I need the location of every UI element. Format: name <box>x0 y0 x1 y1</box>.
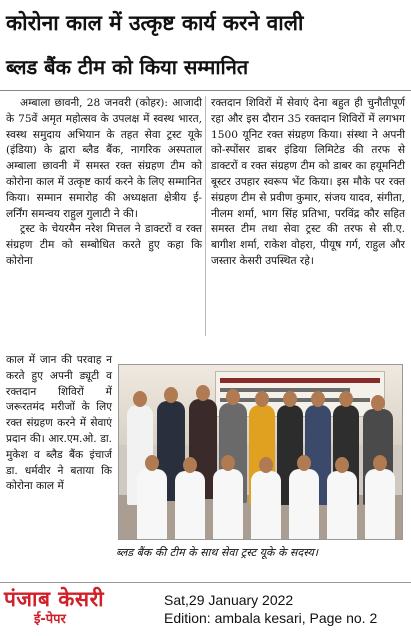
photo-person <box>365 469 395 540</box>
article-column-left <box>6 96 202 270</box>
article-paragraph-continued: काल में जान की परवाह न करते हुए अपनी ड्यूटी व रक्तदान शिविरों में जरूरतमंद मरीजों के लिए रक्त संग्रहण करने में सेवाएं प्रदान की। आर.एम.ओ. डा. मुकेश व ब्लैड बैंक इंचार्ज डा. धर्मवीर ने बताया कि कोरोना काल में <box>6 354 112 493</box>
footer-date: Sat,29 January 2022 <box>164 592 294 608</box>
photo-person <box>327 471 357 540</box>
article-column-right <box>211 96 405 270</box>
article-paragraph-right: रक्तदान शिविरों में सेवाएं देना बहुत ही चुनौतीपूर्ण रहा और इस दौरान 35 रक्तदान शिविरों में लगभग 1500 यूनिट रक्त संग्रहण किया। संस्था ने अपनी को-स्पोंसर डाबर इंडिया लिमिटेड की तरफ से डाक्टरों व रक्त संग्रहण टीम को डाबर का हयूमनिटी बूस्टर उपहार स्वरूप भेंट किया। इस मौके पर रक्त संग्रहण टीम से प्रवीण कुमार, संजय यादव, संगीता, नीलम शर्मा, भाग सिंह प्रतिभा, परविंद्र कौर सहित समस्त टीम तथा सेवा ट्रस्ट की तरफ से सी.ए. बागीश शर्मा, राकेश वोहरा, पीयूष गर्ग, राहुल और जस्तार केसरी उपस्थित रहे। <box>211 97 405 267</box>
photo-person <box>175 471 205 540</box>
article-paragraph-2: ट्रस्ट के चेयरमैन नरेश मित्तल ने डाक्टरों व रक्त संग्रहण टीम को सम्बोधित करते हुए कहा कि कोरोना <box>6 223 202 267</box>
photo-person <box>137 469 167 540</box>
photo-person <box>251 471 281 540</box>
punjab-kesari-logo <box>4 586 154 632</box>
footer-edition: Edition: ambala kesari, Page no. 2 <box>164 610 378 626</box>
photo-person <box>289 469 319 540</box>
news-photo <box>118 364 403 540</box>
headline-rule <box>0 90 411 91</box>
article-column-left-continued <box>6 353 112 495</box>
column-divider <box>205 96 206 336</box>
footer-rule <box>0 582 411 583</box>
article-paragraph-1: अम्बाला छावनी, 28 जनवरी (कोहर): आजादी के 75वें अमृत महोत्सव के उपलक्ष में स्वस्थ भारत, स्वस्थ समुदाय अभियान के तहत सेवा ट्रस्ट यूके (इंडिया) के द्वारा ब्लैड बैंक, नागरिक अस्पताल अम्बाला छावनी में समस्त रक्त संग्रहण टीम को कोरोना काल में उत्कृष्ट कार्य करने के लिए सम्मानित किया। सम्मान समारोह की अध्यक्षता क्षेत्रीय ई-लर्निंग समन्वय राहुल गुलाटी ने की। <box>6 97 202 220</box>
logo-main-text: पंजाब केसरी <box>4 587 105 611</box>
photo-caption: ब्लड बैंक की टीम के साथ सेवा ट्रस्ट यूके के सदस्य। <box>116 546 319 559</box>
photo-person <box>213 469 243 540</box>
headline-line-1: कोरोना काल में उत्कृष्ट कार्य करने वाली <box>6 11 304 35</box>
headline-line-2: ब्लड बैंक टीम को किया सम्मानित <box>6 55 249 79</box>
logo-sub-text: ई-पेपर <box>34 612 66 627</box>
